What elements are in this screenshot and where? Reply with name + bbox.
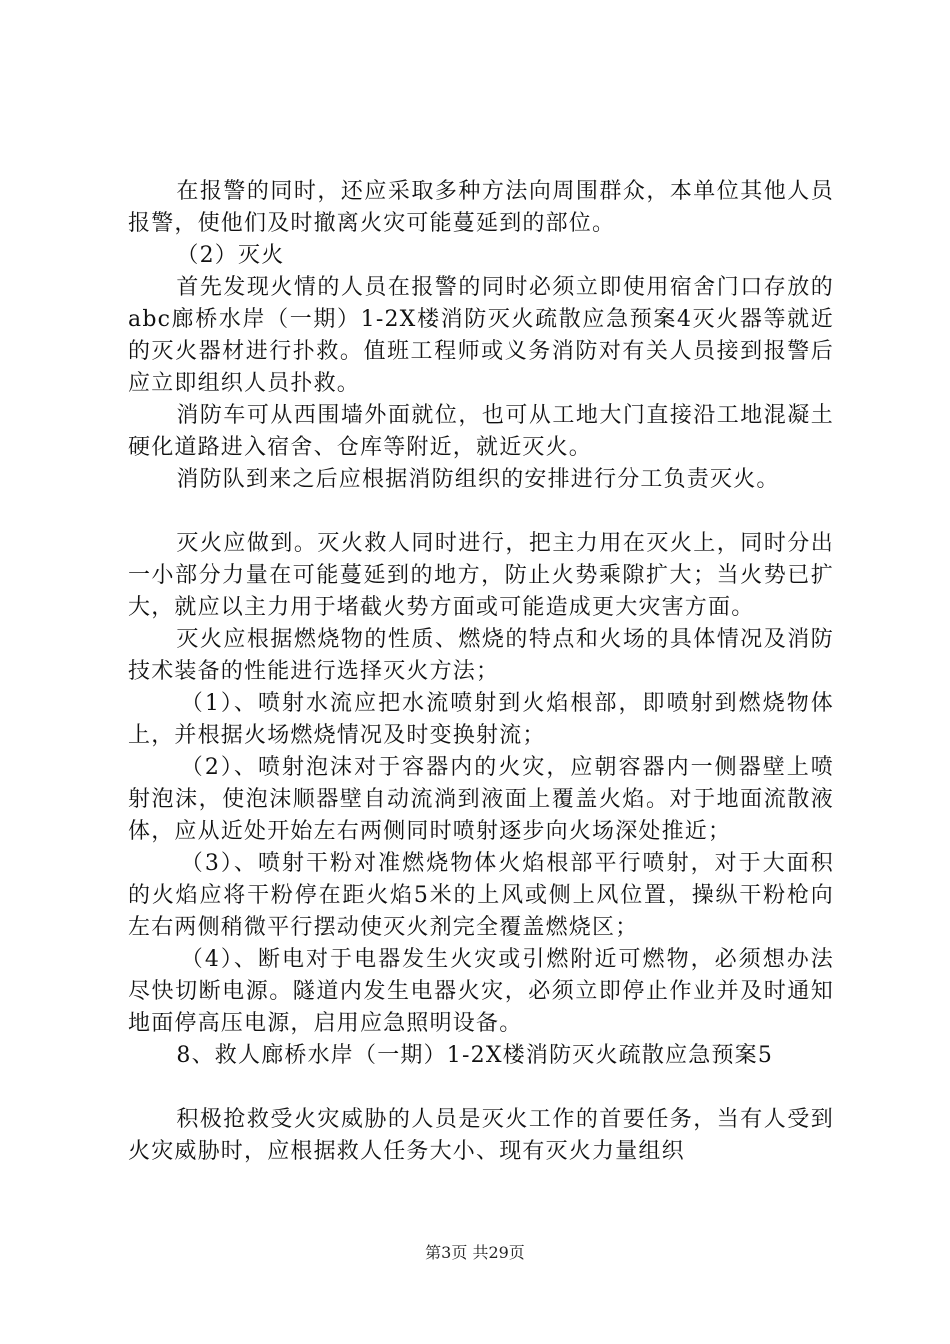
section-heading-extinguish: （2）灭火 [176,243,285,268]
list-item-power-cutoff: （4）、断电对于电器发生火灾或引燃附近可燃物，必须想办法尽快切断电源。隧道内发生电器火灾，必须立即停止作业并及时通知地面停高压电源，启用应急照明设备。 [128,947,834,1036]
list-item-dry-powder: （3）、喷射干粉对准燃烧物体火焰根部平行喷射，对于大面积的火焰应将干粉停在距火焰5米的上风或侧上风位置，操纵干粉枪向左右两侧稍微平行摆动使灭火剂完全覆盖燃烧区； [128,851,834,940]
paragraph-extinguish-methods: 灭火应根据燃烧物的性质、燃烧的特点和火场的具体情况及消防技术装备的性能进行选择灭火方法； [128,627,834,684]
paragraph-fire-brigade: 消防队到来之后应根据消防组织的安排进行分工负责灭火。 [176,467,780,492]
page-number-footer: 第3页 共29页 [425,1243,525,1262]
paragraph-first-response: 首先发现火情的人员在报警的同时必须立即使用宿舍门口存放的abc廊桥水岸（一期）1-2X楼消防灭火疏散应急预案4灭火器等就近的灭火器材进行扑救。值班工程师或义务消防对有关人员接到报警后应立即组织人员扑救。 [128,275,834,396]
list-item-water-jet: （1）、喷射水流应把水流喷射到火焰根部，即喷射到燃烧物体上，并根据火场燃烧情况及时变换射流； [128,691,834,748]
paragraph-fire-truck-access: 消防车可从西围墙外面就位，也可从工地大门直接沿工地混凝土硬化道路进入宿舍、仓库等附近，就近灭火。 [128,403,834,460]
section-heading-rescue: 8、救人廊桥水岸（一期）1-2X楼消防灭火疏散应急预案5 [176,1043,774,1068]
list-item-foam-jet: （2）、喷射泡沫对于容器内的火灾，应朝容器内一侧器壁上喷射泡沫，使泡沫顺器壁自动流淌到液面上覆盖火焰。对于地面流散液体，应从近处开始左右两侧同时喷射逐步向火场深处推近； [128,755,834,844]
paragraph-alarm-others: 在报警的同时，还应采取多种方法向周围群众，本单位其他人员报警，使他们及时撤离火灾可能蔓延到的部位。 [128,179,834,236]
document-body [128,176,834,1168]
paragraph-extinguish-principles: 灭火应做到。灭火救人同时进行，把主力用在灭火上，同时分出一小部分力量在可能蔓延到的地方，防止火势乘隙扩大；当火势已扩大，就应以主力用于堵截火势方面或可能造成更大灾害方面。 [128,531,834,620]
paragraph-rescue-priority: 积极抢救受火灾威胁的人员是灭火工作的首要任务，当有人受到火灾威胁时，应根据救人任务大小、现有灭火力量组织 [128,1107,834,1164]
